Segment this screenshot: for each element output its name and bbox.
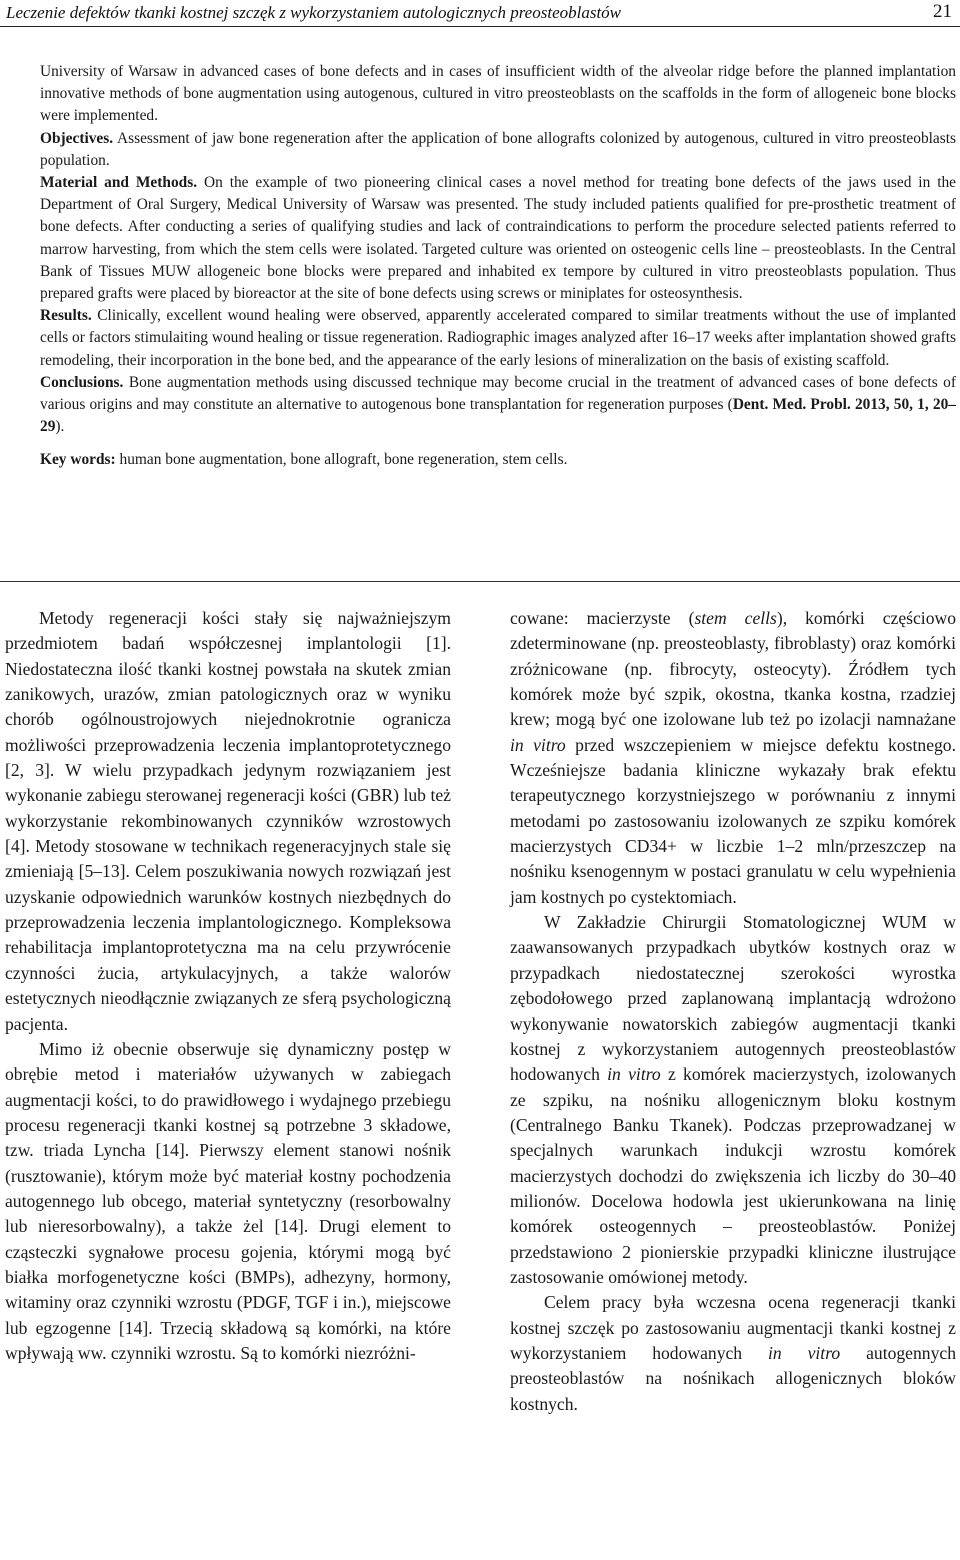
page-number: 21 [933, 1, 952, 22]
body-paragraph: Mimo iż obecnie obserwuje się dynamiczny postęp w obrębie metod i materiałów używanych w zabiegach augmentacji kości, to do prawidłowego i wydajnego przebiegu procesu regeneracji tkanki kostnej są potrzebne 3 składowe, tzw. triada Lyncha [14]. Pierwszy element stanowi nośnik (rusztowanie), którym może być materiał kostny pochodzenia autogennego lub obcego, materiał syntetyczny (resorbowalny lub nieresorbowalny), a także żel [14]. Drugi element to cząsteczki sygnałowe procesu gojenia, którymi mogą być białka morfogenetyczne kości (BMPs), adhezyny, hormony, witaminy oraz czynniki wzrostu (PDGF, TGF i in.), miejscowe lub egzogenne [14]. Trzecią składową są komórki, na które wpływają ww. czynniki wzrostu. Są to komórki niezróżni- [5, 1038, 451, 1363]
italic-term: in vitro [510, 734, 566, 755]
abstract-results [40, 305, 956, 372]
abstract-methods [40, 172, 956, 305]
italic-term: in vitro [768, 1342, 841, 1363]
keywords [40, 449, 956, 471]
body-paragraph [510, 606, 956, 910]
section-divider [0, 581, 960, 582]
text-run: autogennych preosteoblastów na nośnikach allogenicznych bloków kostnych. [510, 1342, 956, 1414]
text-run: ), komórki częściowo zdeterminowane (np. preosteoblasty, fibroblasty) oraz komórki zróżnicowane (np. fibrocyty, osteocyty). Źródłem tych komórek może być szpik, okostna, tkanka kostna, rzadziej krew; mogą być one izolowane lub też po izolacji namnażane [510, 608, 956, 730]
keywords-text: human bone augmentation, bone allograft, bone regeneration, stem cells. [119, 451, 568, 469]
italic-term: in vitro [607, 1064, 661, 1085]
running-title: Leczenie defektów tkanki kostnej szczęk z wykorzystaniem autologicznych preosteoblastów [6, 3, 622, 22]
objectives-label: Objectives. [40, 129, 114, 147]
abstract-objectives [40, 128, 956, 172]
body-column-left [5, 606, 451, 1366]
abstract-intro: University of Warsaw in advanced cases of bone defects and in cases of insufficient width of the alveolar ridge before the planned implantation innovative methods of bone augmentation using autogenous, cultured in vitro preosteoblasts on the scaffolds in the form of allogeneic bone blocks were implemented. [40, 63, 956, 125]
text-run: przed wszczepieniem w miejsce defektu kostnego. Wcześniejsze badania kliniczne wykazały brak efektu terapeutycznego korzystniejszego w porównaniu z innymi metodami po zastosowaniu izolowanych ze szpiku komórek macierzystych CD34+ w liczbie 1–2 mln/przeszczep na nośniku ksenogennym w postaci granulatu w celu wypełnienia jam kostnych po cystektomiach. [510, 734, 956, 907]
abstract-conclusions [40, 372, 956, 439]
conclusions-text: Bone augmentation methods using discussed technique may become crucial in the treatment of advanced cases of bone defects of various origins and may constitute an alternative to autogenous bone transplantation for regeneration purposes ( [40, 373, 956, 414]
text-run: W Zakładzie Chirurgii Stomatologicznej WUM w zaawansowanych przypadkach ubytków kostnych oraz w przypadkach niedostatecznej szerokości wyrostka zębodołowego przed zaplanowaną implantacją wdrożono wykonywanie nowatorskich zabiegów augmentacji tkanki kostnej z wykorzystaniem autogennych preosteoblastów hodowanych [510, 912, 956, 1085]
text-run: Celem pracy była wczesna ocena regeneracji tkanki kostnej szczęk po zastosowaniu augmentacji tkanki kostnej z wykorzystaniem hodowanych [510, 1292, 956, 1363]
citation: Dent. Med. Probl. 2013, 50, 1, 20–29 [40, 396, 956, 436]
methods-text: On the example of two pioneering clinical cases a novel method for treating bone defects of the jaws used in the Department of Oral Surgery, Medical University of Warsaw was presented. The study included patients qualified for pre-prosthetic treatment of bone defects. After conducting a series of qualifying studies and lack of contraindications to perform the procedure selected patients referred to marrow harvesting, from which the stem cells were isolated. Targeted culture was oriented on osteogenic cells line – preosteoblasts. In the Central Bank of Tissues MUW allogeneic bone blocks were prepared and inhabited ex tempore by cultured in vitro preosteoblasts population. Thus prepared grafts were placed by bioreactor at the site of bone defects using screws or miniplates for osteosynthesis. [40, 174, 956, 303]
methods-label: Material and Methods. [40, 174, 198, 192]
conclusions-label: Conclusions. [40, 373, 124, 391]
citation-close: ). [55, 418, 65, 436]
results-label: Results. [40, 307, 92, 325]
body-paragraph [510, 910, 956, 1290]
body-paragraph [510, 1290, 956, 1417]
abstract [40, 61, 956, 472]
results-text: Clinically, excellent wound healing were observed, apparently accelerated compared to similar treatments without the use of implanted cells or factors stimulaiting wound healing or tissue regeneration. Radiographic images analyzed after 16–17 weeks after implantation showed grafts remodeling, their incorporation in the bone bed, and the appearance of the early lesions of mineralization on the basis of existing scaffold. [40, 307, 956, 369]
text-run: z komórek macierzystych, izolowanych ze szpiku, na nośniku allogenicznym bloku kostnym (Centralnego Banku Tkanek). Podczas przeprowadzanej w specjalnych warunkach indukcji wzrostu komórek macierzystych dochodzi do zwiększenia ich liczby do 30–40 milionów. Docelowa hodowla jest ukierunkowana na linię komórek osteogennych – preosteoblastów. Poniżej przedstawiono 2 pionierskie przypadki kliniczne ilustrujące zastosowanie omówionej metody. [510, 1064, 956, 1287]
body-paragraph: Metody regeneracji kości stały się najważniejszym przedmiotem badań współczesnej implantologii [1]. Niedostateczna ilość tkanki kostnej powstała na skutek zmian zanikowych, urazów, zmian patologicznych oraz w wyniku chorób ogólnoustrojowych niejednokrotnie ogranicza możliwości przeprowadzenia leczenia implantoprotetycznego [2, 3]. W wielu przypadkach jedynym rozwiązaniem jest wykonanie zabiegu sterowanej regeneracji kości (GBR) lub też wykorzystanie rekombinowanych czynników wzrostowych [4]. Metody stosowane w technikach regeneracyjnych stale się zmieniają [5–13]. Celem poszukiwania nowych rozwiązań jest uzyskanie odpowiednich warunków kostnych niezbędnych do przeprowadzenia leczenia implantologicznego. Kompleksowa rehabilitacja implantoprotetyczna ma na celu przywrócenie czynności żucia, artykulacyjnych, a także walorów estetycznych nieodłącznie związanych ze sferą psychologiczną pacjenta. [5, 608, 451, 1034]
body-column-right [510, 606, 956, 1417]
running-header [0, 0, 960, 27]
objectives-text: Assessment of jaw bone regeneration after the application of bone allografts colonized by autogenous, cultured in vitro preosteoblasts population. [40, 129, 956, 169]
text-run: cowane: macierzyste ( [510, 608, 695, 628]
italic-term: stem cells [694, 608, 777, 628]
keywords-label: Key words: [40, 451, 116, 469]
